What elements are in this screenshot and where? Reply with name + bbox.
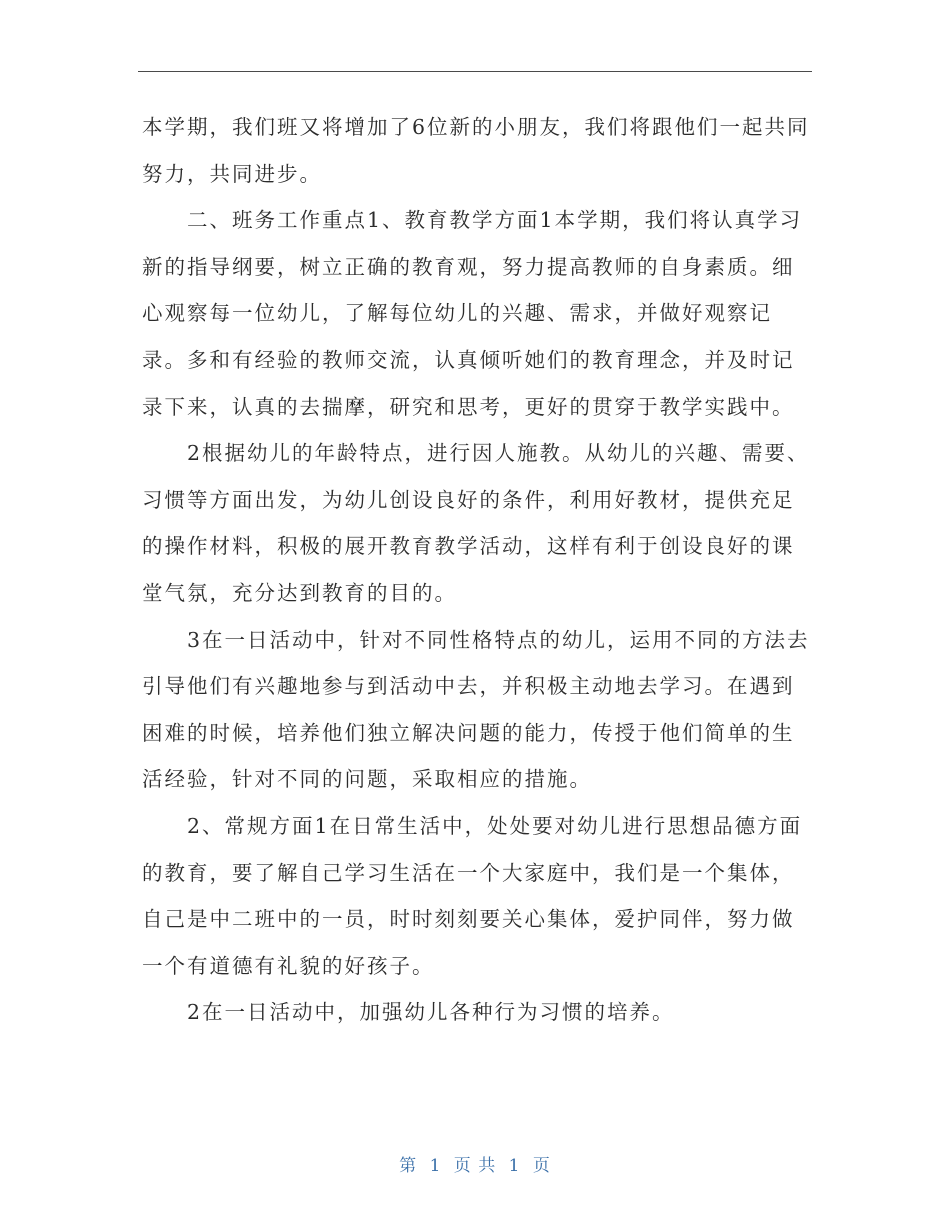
paragraph-2: 二、班务工作重点1、教育教学方面1本学期，我们将认真学习新的指导纲要，树立正确的教育观，努力提高教师的自身素质。细心观察每一位幼儿，了解每位幼儿的兴趣、需求，并做好观察记录。多和有经验的教师交流，认真倾听她们的教育理念，并及时记录下来，认真的去揣摩，研究和思考，更好的贯穿于教学实践中。 bbox=[142, 208, 803, 419]
paragraph-3: 2根据幼儿的年龄特点，进行因人施教。从幼儿的兴趣、需要、习惯等方面出发，为幼儿创设良好的条件，利用好教材，提供充足的操作材料，积极的展开教育教学活动，这样有利于创设良好的课堂气氛，充分达到教育的目的。 bbox=[142, 441, 810, 605]
footer-current-page: 1 bbox=[429, 1156, 442, 1176]
page-footer bbox=[0, 1151, 950, 1176]
paragraph-1: 本学期，我们班又将增加了6位新的小朋友，我们将跟他们一起共同努力，共同进步。 bbox=[142, 115, 810, 186]
footer-prefix: 第 bbox=[399, 1156, 418, 1176]
paragraph-6: 2在一日活动中，加强幼儿各种行为习惯的培养。 bbox=[187, 1000, 675, 1025]
header-rule bbox=[138, 71, 812, 72]
document-body bbox=[142, 104, 814, 1036]
footer-total-pages: 1 bbox=[508, 1156, 521, 1176]
paragraph-4: 3在一日活动中，针对不同性格特点的幼儿，运用不同的方法去引导他们有兴趣地参与到活动中去，并积极主动地去学习。在遇到困难的时候，培养他们独立解决问题的能力，传授于他们简单的生活经验，针对不同的问题，采取相应的措施。 bbox=[142, 627, 810, 792]
paragraph-5: 2、常规方面1在日常生活中，处处要对幼儿进行思想品德方面的教育，要了解自己学习生活在一个大家庭中，我们是一个集体，自己是中二班中的一员，时时刻刻要关心集体，爱护同伴，努力做一个有道德有礼貌的好孩子。 bbox=[142, 813, 803, 978]
footer-suffix: 页 bbox=[532, 1156, 551, 1176]
footer-mid: 页 共 bbox=[453, 1156, 497, 1176]
